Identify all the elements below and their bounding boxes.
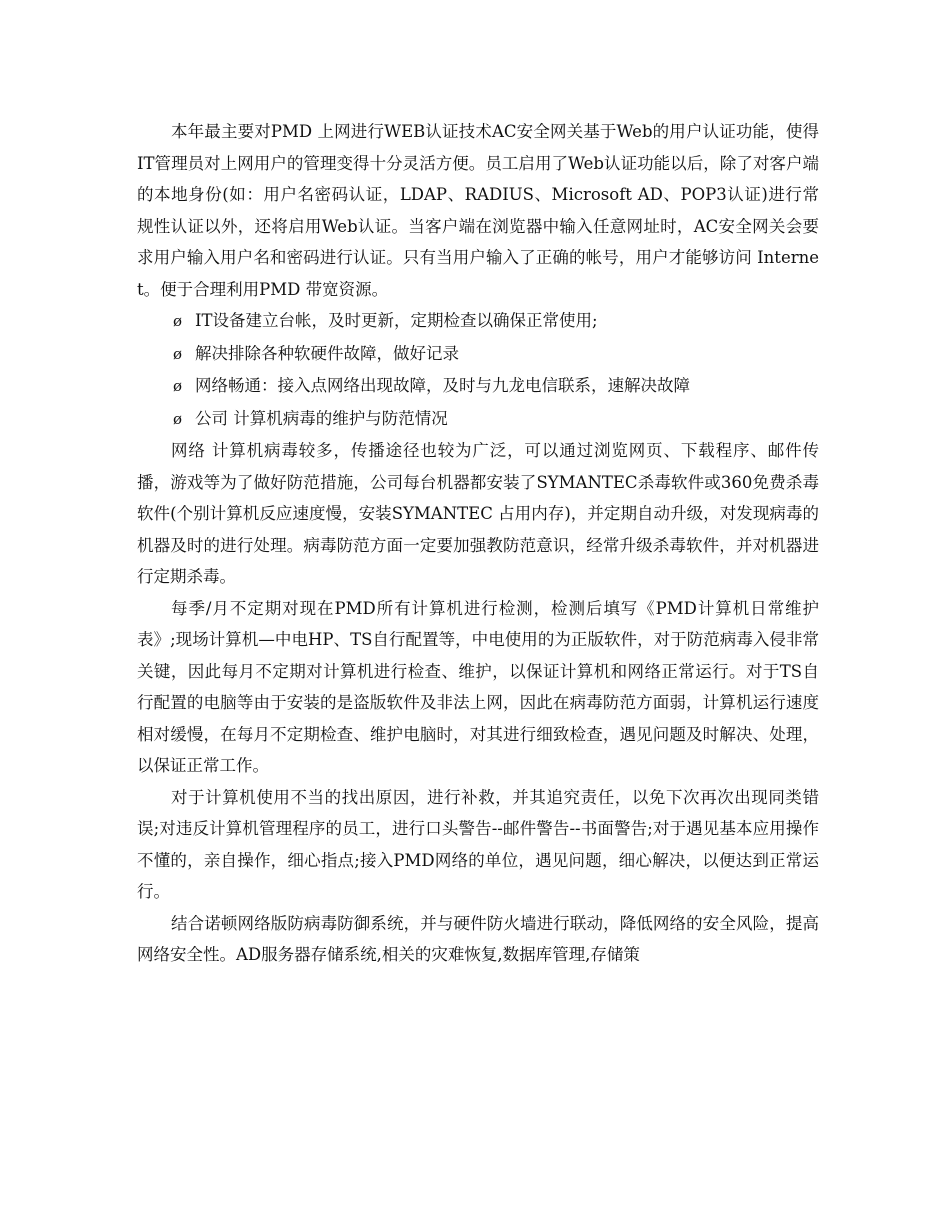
- paragraph-virus-spread: 网络 计算机病毒较多，传播途径也较为广泛，可以通过浏览网页、下载程序、邮件传播，游戏等为了做好防范措施，公司每台机器都安装了SYMANTEC杀毒软件或360免费杀毒软件(个别计算机反应速度慢，安装SYMANTEC 占用内存)，并定期自动升级，对发现病毒的机器及时的进行处理。病毒防范方面一定要加强教防范意识，经常升级杀毒软件，并对机器进行定期杀毒。: [137, 441, 819, 586]
- list-item-text: 网络畅通：接入点网络出现故障，及时与九龙电信联系，速解决故障: [195, 376, 690, 395]
- paragraph-norton: 结合诺顿网络版防病毒防御系统，并与硬件防火墙进行联动，降低网络的安全风险，提高网络安全性。AD服务器存储系统,相关的灾难恢复,数据库管理,存储策: [137, 913, 819, 964]
- list-item: [137, 305, 819, 338]
- document-body: [137, 116, 819, 971]
- list-item-text: 公司 计算机病毒的维护与防范情况: [195, 408, 448, 428]
- list-item-text: 解决排除各种软硬件故障，做好记录: [195, 343, 459, 363]
- bullet-icon: ø: [173, 377, 183, 395]
- paragraph-misuse: 对于计算机使用不当的找出原因，进行补救，并其追究责任，以免下次再次出现同类错误;对违反计算机管理程序的员工，进行口头警告--邮件警告--书面警告;对于遇见基本应用操作不懂的，亲自操作，细心指点;接入PMD网络的单位，遇见问题，细心解决，以便达到正常运行。: [137, 787, 819, 901]
- list-item: [137, 338, 819, 371]
- bullet-icon: ø: [173, 409, 183, 428]
- list-item-text: IT设备建立台帐，及时更新，定期检查以确保正常使用;: [195, 311, 598, 330]
- paragraph-inspection: 每季/月不定期对现在PMD所有计算机进行检测，检测后填写《PMD计算机日常维护表》;现场计算机—中电HP、TS自行配置等，中电使用的为正版软件，对于防范病毒入侵非常关键，因此每月不定期对计算机进行检查、维护，以保证计算机和网络正常运行。对于TS自行配置的电脑等由于安装的是盗版软件及非法上网，因此在病毒防范方面弱，计算机运行速度相对缓慢，在每月不定期检查、维护电脑时，对其进行细致检查，遇见问题及时解决、处理，以保证正常工作。: [137, 598, 819, 775]
- list-item: [137, 370, 819, 403]
- bullet-icon: ø: [173, 312, 183, 330]
- paragraph-web-auth: 本年最主要对PMD 上网进行WEB认证技术AC安全网关基于Web的用户认证功能，使得IT管理员对上网用户的管理变得十分灵活方便。员工启用了Web认证功能以后，除了对客户端的本地身份(如：用户名密码认证，LDAP、RADIUS、Microsoft AD、POP3认证)进行常规性认证以外，还将启用Web认证。当客户端在浏览器中输入任意网址时，AC安全网关会要求用户输入用户名和密码进行认证。只有当用户输入了正确的帐号，用户才能够访问 Internet。便于合理利用PMD 带宽资源。: [137, 122, 819, 299]
- list-item: [137, 403, 819, 436]
- bullet-icon: ø: [173, 344, 183, 363]
